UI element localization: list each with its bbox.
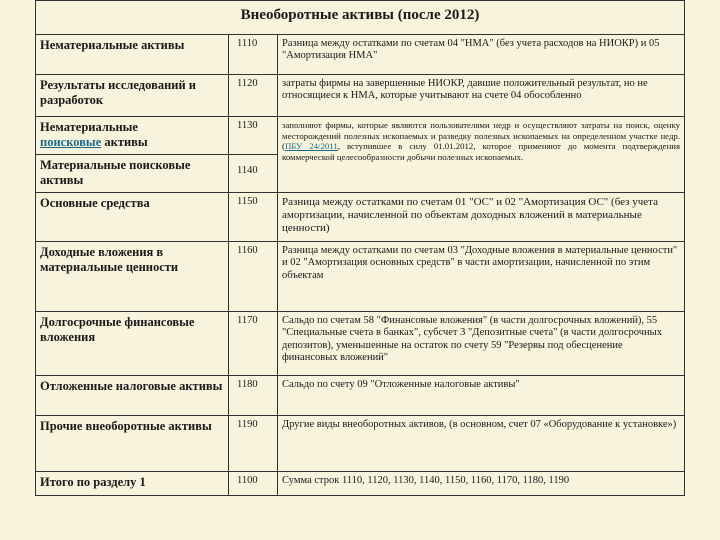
- table-row: [36, 242, 685, 312]
- row-name: Основные средства: [36, 193, 229, 242]
- row-name-part: Нематериальные: [40, 120, 138, 134]
- row-name: Материальные поисковые активы: [36, 155, 229, 193]
- row-code: 1100: [229, 472, 278, 496]
- row-name: [36, 117, 229, 155]
- row-code: 1170: [229, 312, 278, 376]
- row-name-part: активы: [104, 134, 148, 149]
- row-description: затраты фирмы на завершенные НИОКР, давшие положительный результат, но не относящиеся к НМА, которые учитывают на счете 04 обособленно: [278, 75, 685, 117]
- row-name: Нематериальные активы: [36, 35, 229, 75]
- row-name: Результаты исследований и разработок: [36, 75, 229, 117]
- row-code: 1190: [229, 416, 278, 472]
- table-row: [36, 193, 685, 242]
- table-row: [36, 376, 685, 416]
- row-code: 1110: [229, 35, 278, 75]
- row-code: 1160: [229, 242, 278, 312]
- noncurrent-assets-table: [35, 0, 685, 496]
- row-description: Сальдо по счету 09 "Отложенные налоговые активы": [278, 376, 685, 416]
- row-name: Итого по разделу 1: [36, 472, 229, 496]
- row-code: 1120: [229, 75, 278, 117]
- search-assets-link[interactable]: поисковые: [40, 134, 102, 149]
- row-name: Прочие внеоборотные активы: [36, 416, 229, 472]
- row-code: 1140: [229, 155, 278, 193]
- row-name: Доходные вложения в материальные ценности: [36, 242, 229, 312]
- row-code: 1130: [229, 117, 278, 155]
- table-row: [36, 35, 685, 75]
- balance-sheet-table-container: [35, 0, 684, 540]
- row-description: Сальдо по счетам 58 "Финансовые вложения" (в части долгосрочных вложений), 55 "Специальные счета в банках", субсчет 3 "Депозитные счета" (в части долгосрочных депозитов), уменьшенные на остаток по счету 59 "Резервы под обесценение финансовых вложений": [278, 312, 685, 376]
- table-title-row: [36, 1, 685, 35]
- description-part: , вступившее в силу 01.01.2012, которое применяют до момента подтверждения коммерческой целесообразности добычи полезных ископаемых.: [282, 141, 681, 162]
- row-code: 1150: [229, 193, 278, 242]
- row-description: Разница между остатками по счетам 01 "ОС" и 02 "Амортизация ОС" (без учета амортизации, начисленной по объектам доходных вложений в материальные ценности): [278, 193, 685, 242]
- row-name: Отложенные налоговые активы: [36, 376, 229, 416]
- description-part: заполняют фирмы, которые являются пользователями недр и осуществляют затраты на поиск, оценку месторождений полезных ископаемых и разведку полезных ископаемых на определенном участке недр. (: [282, 120, 681, 152]
- table-row: [36, 117, 685, 155]
- table-row: [36, 416, 685, 472]
- table-row: [36, 75, 685, 117]
- table-row: [36, 472, 685, 496]
- row-description: Разница между остатками по счетам 03 "Доходные вложения в материальные ценности" и 02 "Амортизация основных средств" в части амортизации, начисленной по этим объектам: [278, 242, 685, 312]
- pbu-24-2011-link[interactable]: ПБУ 24/2011: [284, 141, 338, 152]
- row-description: Сумма строк 1110, 1120, 1130, 1140, 1150, 1160, 1170, 1180, 1190: [278, 472, 685, 496]
- table-row: [36, 312, 685, 376]
- row-description: Разница между остатками по счетам 04 "НМА" (без учета расходов на НИОКР) и 05 "Амортизация НМА": [278, 35, 685, 75]
- table-title: Внеоборотные активы (после 2012): [36, 1, 685, 35]
- row-name: Долгосрочные финансовые вложения: [36, 312, 229, 376]
- row-code: 1180: [229, 376, 278, 416]
- row-description: Другие виды внеоборотных активов, (в основном, счет 07 «Оборудование к установке»): [278, 416, 685, 472]
- row-description: [278, 117, 685, 193]
